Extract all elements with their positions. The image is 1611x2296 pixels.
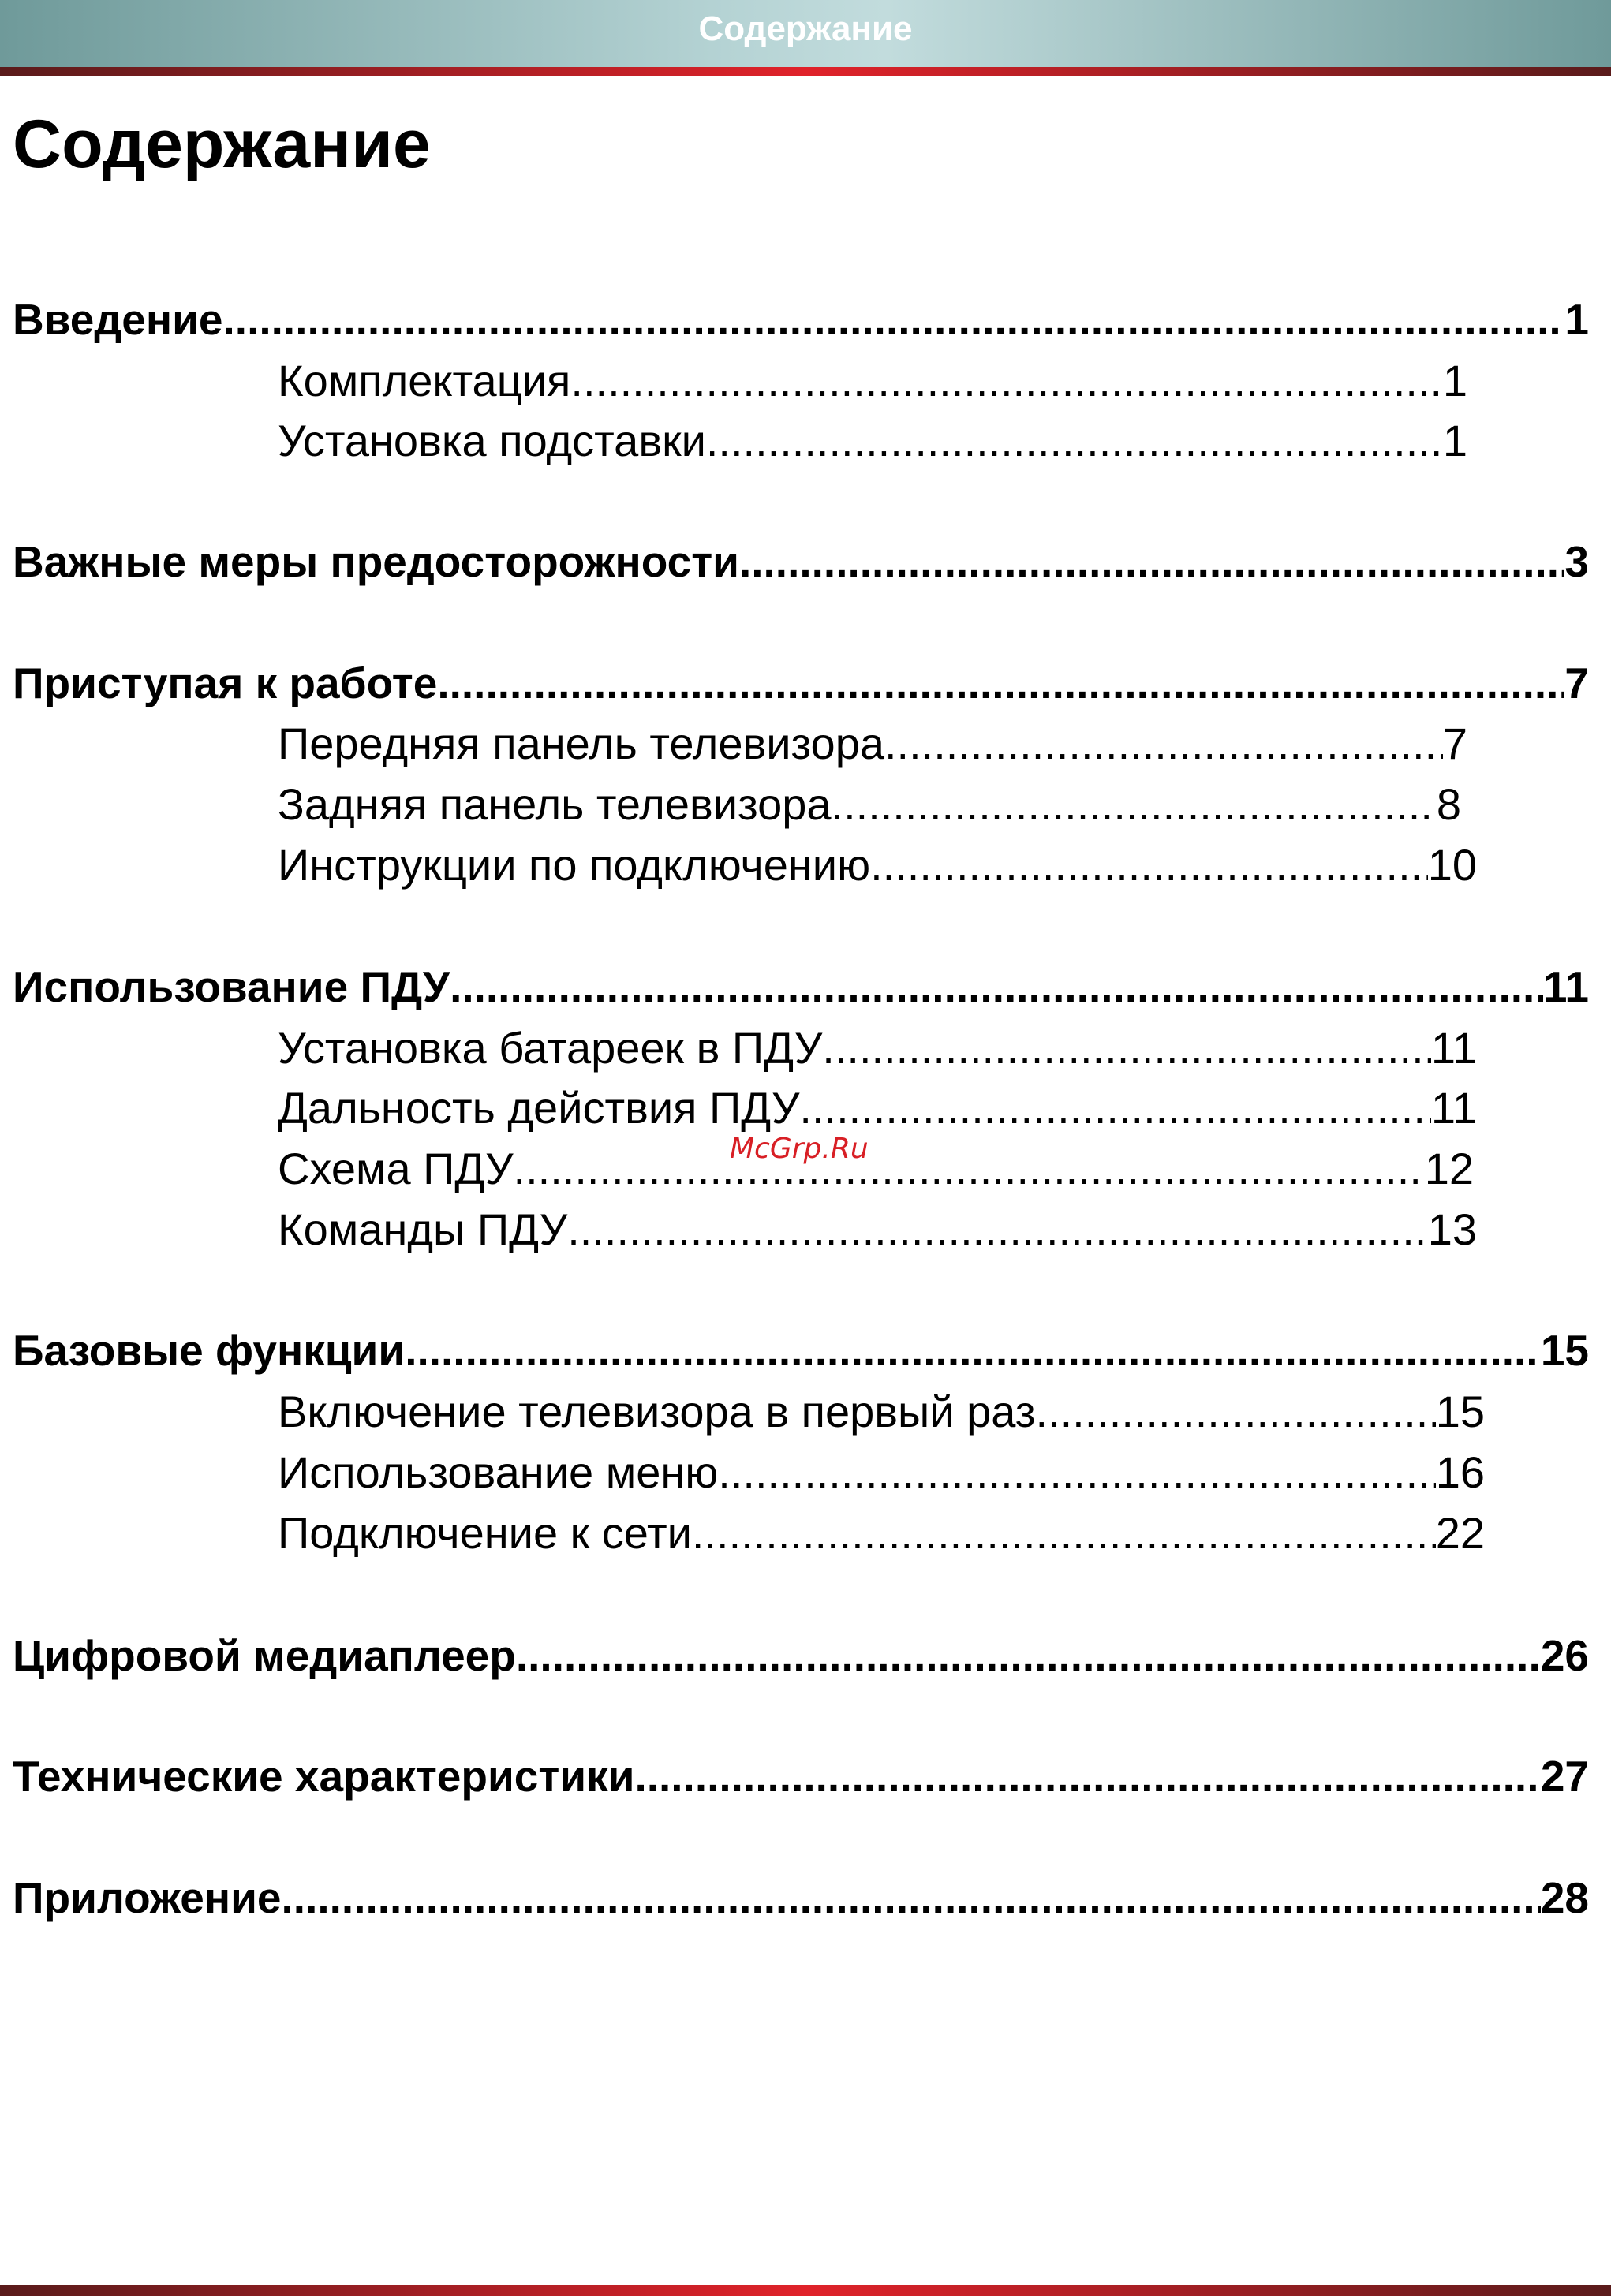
toc-leader [870, 839, 1428, 890]
toc-label: Использование ПДУ [13, 962, 450, 1011]
toc-entry-appendix[interactable] [13, 1872, 1589, 1923]
toc-subentry-remote-commands[interactable] [278, 1204, 1477, 1255]
toc-page: 11 [1430, 1023, 1477, 1073]
toc-leader [706, 415, 1443, 466]
toc-label: Команды ПДУ [278, 1204, 568, 1254]
toc-page: 13 [1427, 1204, 1477, 1254]
toc-label: Цифровой медиаплеер [13, 1631, 516, 1680]
toc-page: 22 [1435, 1508, 1485, 1558]
toc-label: Задняя панель телевизора [278, 779, 832, 829]
toc-leader [799, 1082, 1430, 1133]
toc-label: Установка подставки [278, 416, 706, 465]
toc-subentry-remote-range[interactable] [278, 1082, 1477, 1133]
toc-page: 1 [1564, 295, 1589, 344]
toc-entry-specifications[interactable] [13, 1751, 1589, 1801]
toc-label: Важные меры предосторожности [13, 537, 739, 586]
toc-subentry-using-menu[interactable] [278, 1447, 1485, 1498]
toc-leader [450, 961, 1543, 1012]
toc-page: 11 [1430, 1083, 1477, 1133]
toc-label: Установка батареек в ПДУ [278, 1023, 823, 1073]
toc-label: Передняя панель телевизора [278, 719, 884, 768]
header-title: Содержание [698, 9, 913, 48]
toc-page: 1 [1442, 416, 1467, 465]
toc-page: 26 [1540, 1631, 1589, 1680]
toc-entry-basic-functions[interactable] [13, 1325, 1589, 1376]
toc-leader [570, 355, 1442, 406]
toc-page: 27 [1540, 1752, 1589, 1801]
toc-leader [832, 778, 1437, 830]
toc-label: Приложение [13, 1873, 282, 1922]
toc-leader [634, 1751, 1540, 1801]
toc-entry-introduction[interactable] [13, 294, 1589, 345]
toc-label: Комплектация [278, 356, 571, 405]
toc-label: Приступая к работе [13, 659, 438, 707]
toc-entry-media-player[interactable] [13, 1630, 1589, 1681]
toc-page: 16 [1435, 1447, 1485, 1497]
toc-page: 3 [1564, 537, 1589, 586]
toc-page: 28 [1540, 1873, 1589, 1922]
page-title: Содержание [13, 106, 431, 182]
toc-label: Введение [13, 295, 223, 344]
toc-label: Технические характеристики [13, 1752, 635, 1801]
toc-leader [739, 536, 1564, 587]
toc-label: Схема ПДУ [278, 1144, 514, 1193]
toc-subentry-first-power-on[interactable] [278, 1386, 1485, 1437]
toc-label: Включение телевизора в первый раз [278, 1387, 1036, 1436]
toc-page: 8 [1436, 779, 1461, 829]
toc-leader [223, 294, 1565, 345]
toc-subentry-connection-instructions[interactable] [278, 839, 1477, 890]
toc-leader [884, 718, 1443, 769]
toc-page: 7 [1564, 659, 1589, 707]
toc-leader [514, 1143, 1425, 1194]
toc-leader [437, 658, 1564, 708]
toc-page: 11 [1542, 962, 1589, 1011]
toc-leader [822, 1022, 1431, 1073]
toc-page: 12 [1424, 1144, 1474, 1193]
toc-page: 15 [1435, 1387, 1485, 1436]
toc-page: 10 [1427, 840, 1477, 890]
toc-entry-remote-control[interactable] [13, 961, 1589, 1012]
toc-label: Инструкции по подключению [278, 840, 871, 890]
toc-label: Использование меню [278, 1447, 719, 1497]
toc-entry-safety-precautions[interactable] [13, 536, 1589, 587]
toc-entry-getting-started[interactable] [13, 658, 1589, 708]
toc-subentry-stand-installation[interactable] [278, 415, 1467, 466]
toc-leader [405, 1325, 1541, 1376]
toc-subentry-rear-panel[interactable] [278, 778, 1461, 830]
toc-page: 1 [1442, 356, 1467, 405]
toc-leader [516, 1630, 1541, 1681]
toc-page: 7 [1442, 719, 1467, 768]
toc-label: Подключение к сети [278, 1508, 692, 1558]
toc-subentry-front-panel[interactable] [278, 718, 1467, 769]
footer-rule [0, 2285, 1611, 2296]
toc-subentry-battery-install[interactable] [278, 1022, 1477, 1073]
watermark: McGrp.Ru [730, 1133, 869, 1165]
toc-subentry-remote-diagram[interactable] [278, 1143, 1474, 1194]
toc-leader [282, 1872, 1541, 1923]
toc-page: 15 [1540, 1326, 1589, 1375]
toc-subentry-network-connection[interactable] [278, 1507, 1485, 1559]
toc-leader [718, 1447, 1435, 1498]
toc-subentry-package-contents[interactable] [278, 355, 1467, 406]
toc-leader [692, 1507, 1436, 1559]
toc-label: Дальность действия ПДУ [278, 1083, 800, 1133]
toc-leader [567, 1204, 1428, 1255]
toc-label: Базовые функции [13, 1326, 406, 1375]
toc-leader [1035, 1386, 1435, 1437]
